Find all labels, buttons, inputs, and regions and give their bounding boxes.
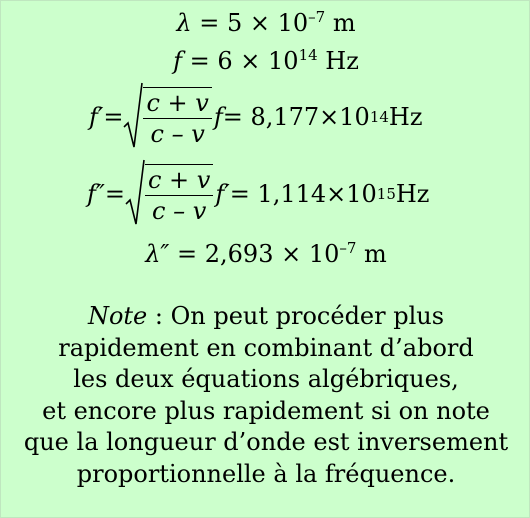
fraction xyxy=(145,164,213,226)
eq-unit: Hz xyxy=(395,180,430,208)
eq-rel: = xyxy=(191,9,227,37)
equation-wavelength xyxy=(1,9,530,37)
eq-exponent: –7 xyxy=(339,239,357,257)
note-line: les deux équations algébriques, xyxy=(73,365,459,393)
eq-exponent: –7 xyxy=(308,8,326,26)
note-line: rapidement en combinant d’abord xyxy=(58,333,474,362)
note-label: Note xyxy=(87,302,148,330)
square-root-sign xyxy=(123,81,143,153)
eq-rel: = xyxy=(103,103,124,131)
eq-value: 2,693 × 10 xyxy=(204,240,340,268)
eq-lhs: λ xyxy=(176,9,192,37)
eq-exponent: 14 xyxy=(298,46,318,64)
eq-lhs: f xyxy=(173,47,183,75)
eq-rel: = xyxy=(169,240,205,268)
eq-unit: m xyxy=(356,240,387,268)
eq-factor: f xyxy=(213,103,223,131)
note-line-text: On peut procéder plus xyxy=(170,302,445,330)
fraction-numerator: c + v xyxy=(143,88,211,119)
fraction-denominator: c – v xyxy=(150,119,205,148)
note-paragraph xyxy=(1,301,530,490)
eq-rel: = xyxy=(182,47,218,75)
equation-f-second: f″ = $\frac{c + v}{c - v}$ f′ = 1,114×10 15 Hz xyxy=(1,158,530,230)
equation-f-prime: f′ = $\frac{c + v}{c - v}$ f = 8,177×10 14 Hz xyxy=(1,81,530,153)
eq-result: = 8,177×10 xyxy=(222,103,370,131)
note-line: que la longueur d’onde est inversement xyxy=(23,428,509,456)
square-root-sign xyxy=(125,158,145,230)
note-line: et encore plus rapidement si on note xyxy=(42,396,490,425)
eq-lhs: λ″ xyxy=(145,240,170,268)
fraction-numerator: c + v xyxy=(145,165,213,196)
equation-wavelength-second xyxy=(1,240,530,268)
eq-value: 5 × 10 xyxy=(226,9,309,37)
note-line: proportionnelle à la fréquence. xyxy=(76,459,456,488)
fraction-denominator: c – v xyxy=(152,196,207,225)
eq-rel: = xyxy=(104,180,125,208)
equation-frequency xyxy=(1,47,530,75)
note-line xyxy=(1,301,530,333)
eq-value: 6 × 10 xyxy=(217,47,299,75)
eq-unit: Hz xyxy=(388,103,423,131)
eq-lhs: f′ xyxy=(89,103,104,131)
eq-factor: f′ xyxy=(215,180,230,208)
note-colon: : xyxy=(147,302,171,330)
fraction xyxy=(143,87,211,149)
eq-unit: m xyxy=(325,9,356,37)
eq-unit: Hz xyxy=(317,47,359,75)
eq-lhs: f″ xyxy=(87,180,105,208)
eq-result: = 1,114×10 xyxy=(229,180,377,208)
